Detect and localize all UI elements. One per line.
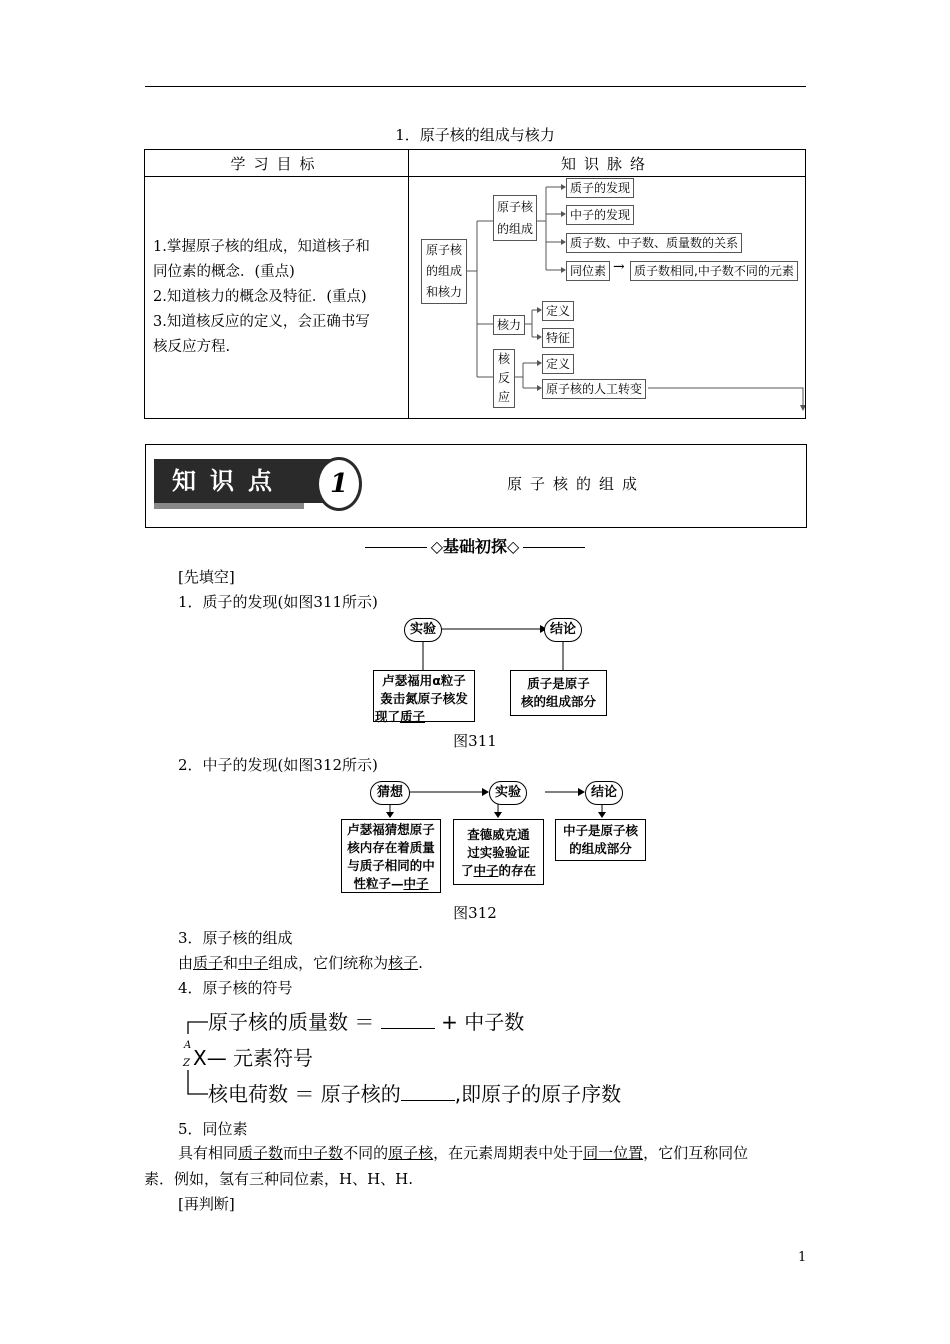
section-heading — [0, 534, 950, 557]
box-line: 卢瑟福猜想原子 — [347, 822, 435, 837]
divider — [523, 547, 585, 548]
symbol-subscript: Z — [183, 1058, 190, 1069]
box-line: 与质子相同的中 — [347, 858, 435, 873]
box-line — [374, 708, 474, 726]
box-line — [454, 862, 543, 880]
fig312-conclusion: 结论 — [585, 781, 623, 805]
fig311-conclusion: 结论 — [544, 618, 582, 642]
symbol-x: X — [193, 1046, 207, 1070]
objectives-header: 学习目标 — [145, 150, 409, 177]
text: ，它们互称同位 — [643, 1144, 749, 1162]
text: 由 — [178, 954, 194, 972]
text: 核电荷数 ＝ 原子核的 — [208, 1082, 401, 1106]
item2-heading: 2．中子的发现(如图312所示) — [178, 756, 378, 774]
text: 和 — [223, 954, 239, 972]
text: 而 — [283, 1144, 299, 1162]
box-text: 现了 — [375, 709, 401, 724]
section-title: ◇基础初探◇ — [430, 537, 520, 556]
mindmap-isotope: 同位素 — [566, 261, 610, 281]
fig311-right-box — [510, 670, 607, 716]
mindmap-force-feature: 特征 — [542, 328, 574, 348]
box-line: 核内存在着质量 — [347, 840, 435, 855]
item4-heading: 4．原子核的符号 — [178, 979, 293, 997]
mindmap-root — [421, 239, 467, 304]
answer: 质子数 — [238, 1144, 284, 1162]
reaction-line: 核 — [497, 352, 510, 366]
header-rule — [145, 86, 806, 87]
fig311-left-box — [373, 670, 475, 722]
box-line: 卢瑟福用α粒子 — [382, 673, 466, 688]
banner-shadow — [154, 503, 304, 509]
text: — 元素符号 — [206, 1046, 314, 1070]
item5-paragraph — [144, 1140, 808, 1166]
page-title: 1．原子核的组成与核力 — [395, 126, 555, 144]
box-text: 了 — [460, 863, 474, 878]
divider — [365, 547, 427, 548]
box-underlined: 质子 — [400, 709, 426, 724]
comp-line: 的组成 — [497, 222, 534, 236]
answer-nucleon: 核子 — [388, 954, 419, 972]
fig312-experiment: 实验 — [489, 781, 527, 805]
item5-paragraph-end: 素．例如，氢有三种同位素，H、H、H. — [144, 1170, 414, 1188]
text: 具有相同 — [178, 1144, 239, 1162]
goal-line: 核反应方程. — [153, 339, 231, 355]
symbol-superscript: A — [184, 1040, 192, 1051]
text: ，在元素周期表中处于 — [433, 1144, 584, 1162]
root-line: 原子核 — [425, 243, 462, 257]
fill-label: [先填空] — [178, 568, 235, 586]
blank-proton-count[interactable] — [401, 1082, 455, 1101]
objectives-table — [144, 149, 806, 419]
mindmap-composition — [493, 195, 537, 241]
answer-neutron: 中子 — [238, 954, 269, 972]
box-underlined: 中子 — [403, 876, 429, 891]
fig311-caption: 图311 — [453, 732, 497, 750]
fig312-box3 — [555, 819, 646, 861]
mass-number-line — [208, 1006, 524, 1035]
mindmap-reaction — [493, 349, 515, 408]
fig312-caption: 图312 — [453, 904, 497, 922]
item3-heading: 3．原子核的组成 — [178, 929, 293, 947]
blank-proton-number[interactable] — [381, 1010, 435, 1029]
page-number: 1 — [798, 1250, 807, 1265]
box-line: 中子是原子核 — [562, 823, 638, 838]
item5-heading: 5．同位素 — [178, 1120, 248, 1138]
box-text: 性粒子— — [353, 876, 404, 891]
mindmap-nuclear-force: 核力 — [493, 315, 525, 335]
text: 不同的 — [343, 1144, 389, 1162]
box-text: 的存在 — [498, 863, 537, 878]
banner-title: 原子核的组成 — [506, 475, 645, 493]
judge-label: [再判断] — [178, 1195, 235, 1213]
reaction-line: 反 — [497, 371, 510, 385]
mindmap-force-definition: 定义 — [542, 301, 574, 321]
text: . — [418, 954, 423, 972]
reaction-line: 应 — [497, 390, 510, 404]
fig312-box2 — [453, 819, 544, 885]
fig312-box1 — [341, 819, 441, 893]
text: ,即原子的原子序数 — [454, 1082, 622, 1106]
goal-line: 3.知道核反应的定义，会正确书写 — [153, 314, 370, 330]
banner-label: 知识点 — [154, 459, 334, 503]
box-line: 的组成部分 — [569, 841, 632, 856]
box-line: 轰击氮原子核发 — [380, 691, 468, 706]
fig312-guess: 猜想 — [370, 781, 410, 805]
mindmap-proton-discovery: 质子的发现 — [566, 178, 634, 198]
answer: 原子核 — [388, 1144, 434, 1162]
mindmap-number-relation: 质子数、中子数、质量数的关系 — [566, 233, 742, 253]
answer: 同一位置 — [583, 1144, 644, 1162]
mindmap-artificial-transmutation: 原子核的人工转变 — [542, 379, 646, 399]
knowledge-header: 知识脉络 — [409, 150, 806, 177]
text: 组成，它们统称为 — [268, 954, 389, 972]
element-symbol-line — [193, 1042, 313, 1071]
goals-cell — [145, 177, 409, 419]
box-line: 过实验验证 — [467, 845, 530, 860]
goal-line: 2.知道核力的概念及特征．(重点) — [153, 289, 367, 305]
mindmap-reaction-definition: 定义 — [542, 354, 574, 374]
mindmap-cell — [409, 177, 806, 419]
goal-line: 1.掌握原子核的组成，知道核子和 — [153, 239, 370, 255]
text: 原子核的质量数 ＝ — [208, 1010, 375, 1034]
mindmap-isotope-definition: 质子数相同,中子数不同的元素 — [630, 261, 798, 281]
box-line — [342, 875, 440, 893]
goal-line: 同位素的概念．(重点) — [153, 264, 295, 280]
box-line: 核的组成部分 — [520, 694, 596, 709]
answer-proton: 质子 — [193, 954, 224, 972]
comp-line: 原子核 — [497, 200, 534, 214]
box-line: 查德威克通 — [467, 827, 530, 842]
item1-heading: 1．质子的发现(如图311所示) — [178, 593, 378, 611]
root-line: 和核力 — [425, 285, 462, 299]
box-line: 质子是原子 — [527, 676, 590, 691]
root-line: 的组成 — [425, 264, 462, 278]
item3-text — [178, 952, 423, 973]
mindmap-neutron-discovery: 中子的发现 — [566, 205, 634, 225]
mindmap-arrow: → — [613, 259, 625, 275]
charge-number-line — [208, 1078, 621, 1107]
text: + 中子数 — [441, 1010, 525, 1034]
answer: 中子数 — [298, 1144, 344, 1162]
fig311-experiment: 实验 — [404, 618, 442, 642]
box-underlined: 中子 — [473, 863, 499, 878]
knowledge-point-banner — [145, 444, 807, 528]
banner-number: 1 — [316, 457, 362, 511]
